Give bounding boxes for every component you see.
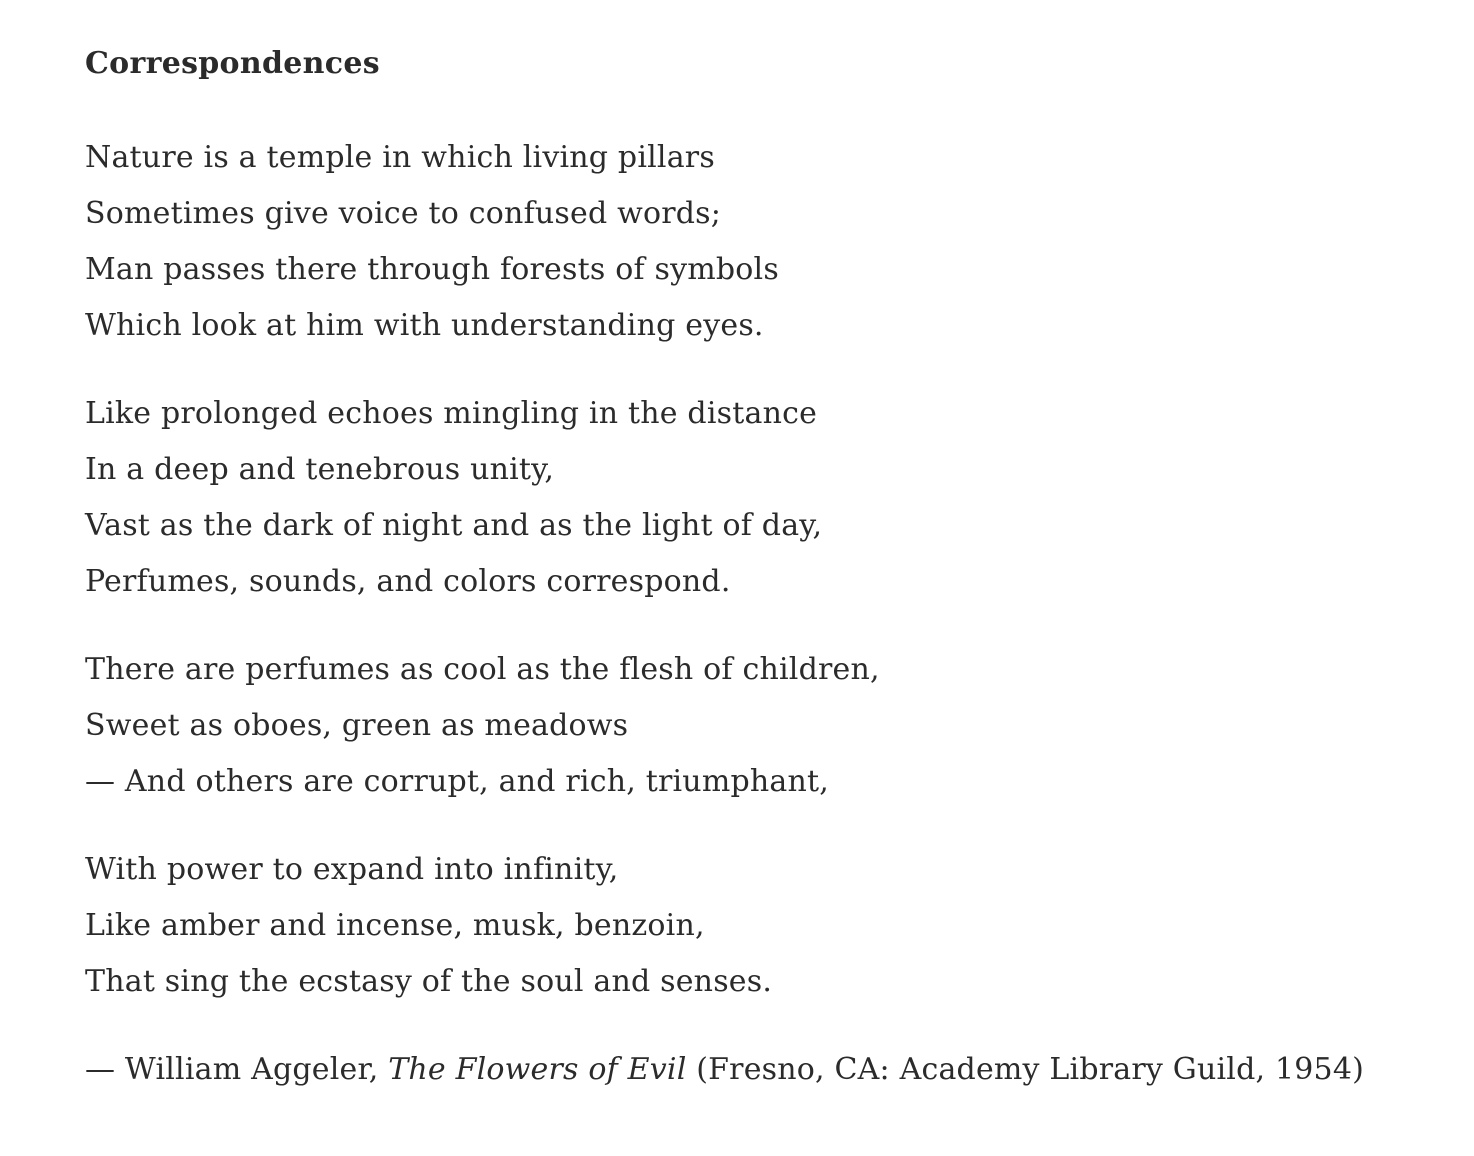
poem-line: Like prolonged echoes mingling in the distance bbox=[85, 396, 818, 431]
stanza-4 bbox=[85, 842, 1474, 1010]
poem-line: In a deep and tenebrous unity, bbox=[85, 452, 555, 487]
stanza-1 bbox=[85, 130, 1474, 354]
poem-title: Correspondences bbox=[85, 46, 380, 81]
poem-line: — And others are corrupt, and rich, triumphant, bbox=[85, 764, 830, 799]
poem-line: Nature is a temple in which living pillars bbox=[85, 140, 715, 175]
poem-line: With power to expand into infinity, bbox=[85, 852, 619, 887]
poem-line: Sweet as oboes, green as meadows bbox=[85, 708, 629, 743]
poem-line: That sing the ecstasy of the soul and senses. bbox=[85, 964, 773, 999]
attribution-author: — William Aggeler, bbox=[85, 1052, 389, 1087]
poem-line: Which look at him with understanding eyes. bbox=[85, 308, 764, 343]
stanza-2 bbox=[85, 386, 1474, 610]
poem-line: Perfumes, sounds, and colors correspond. bbox=[85, 564, 731, 599]
poem-line: Vast as the dark of night and as the light of day, bbox=[85, 508, 823, 543]
attribution bbox=[85, 1042, 1474, 1098]
stanza-3 bbox=[85, 642, 1474, 810]
poem-line: Like amber and incense, musk, benzoin, bbox=[85, 908, 705, 943]
attribution-book-title: The Flowers of Evil bbox=[388, 1052, 687, 1087]
poem-line: There are perfumes as cool as the flesh of children, bbox=[85, 652, 880, 687]
poem-line: Sometimes give voice to confused words; bbox=[85, 196, 722, 231]
attribution-publication: (Fresno, CA: Academy Library Guild, 1954) bbox=[686, 1052, 1365, 1087]
poem-line: Man passes there through forests of symbols bbox=[85, 252, 779, 287]
